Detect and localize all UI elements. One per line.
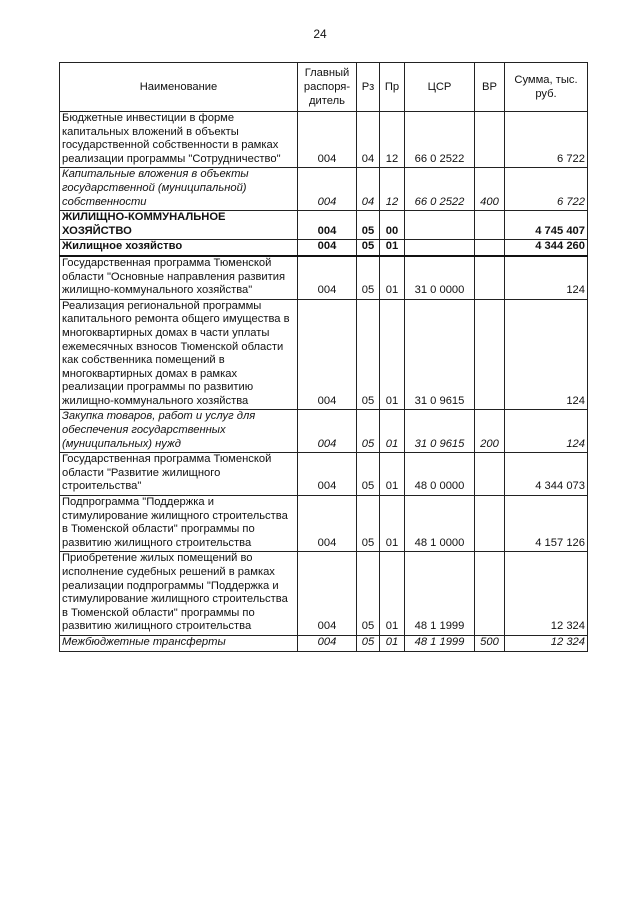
row-csr: 31 0 0000 xyxy=(405,256,475,299)
row-gr: 004 xyxy=(298,299,357,410)
row-gr: 004 xyxy=(298,112,357,168)
row-rz: 05 xyxy=(357,496,380,552)
row-sum: 124 xyxy=(505,256,588,299)
row-pr: 01 xyxy=(380,496,405,552)
row-name: Государственная программа Тюменской области "Развитие жилищного строительства" xyxy=(60,453,298,496)
row-rz: 05 xyxy=(357,256,380,299)
header-rz: Рз xyxy=(357,63,380,112)
header-row xyxy=(60,63,588,112)
row-vr: 500 xyxy=(475,635,505,651)
row-csr: 48 1 1999 xyxy=(405,635,475,651)
row-gr: 004 xyxy=(298,168,357,211)
row-pr: 01 xyxy=(380,635,405,651)
table-row xyxy=(60,496,588,552)
row-pr: 01 xyxy=(380,256,405,299)
row-rz: 05 xyxy=(357,410,380,453)
row-sum: 124 xyxy=(505,410,588,453)
row-pr: 12 xyxy=(380,112,405,168)
row-pr: 00 xyxy=(380,211,405,240)
table-row xyxy=(60,552,588,636)
row-csr: 48 1 0000 xyxy=(405,496,475,552)
row-gr: 004 xyxy=(298,256,357,299)
page-number: 24 xyxy=(313,27,327,41)
row-gr: 004 xyxy=(298,453,357,496)
row-vr xyxy=(475,552,505,636)
row-name: Жилищное хозяйство xyxy=(60,240,298,256)
row-csr: 31 0 9615 xyxy=(405,299,475,410)
row-gr: 004 xyxy=(298,635,357,651)
row-vr xyxy=(475,211,505,240)
row-sum: 12 324 xyxy=(505,552,588,636)
row-pr: 01 xyxy=(380,552,405,636)
header-csr: ЦСР xyxy=(405,63,475,112)
row-csr: 48 0 0000 xyxy=(405,453,475,496)
row-vr xyxy=(475,299,505,410)
row-sum: 124 xyxy=(505,299,588,410)
row-csr xyxy=(405,240,475,256)
row-sum: 4 344 260 xyxy=(505,240,588,256)
row-sum: 12 324 xyxy=(505,635,588,651)
row-csr: 66 0 2522 xyxy=(405,168,475,211)
row-name: Капитальные вложения в объекты государственной (муниципальной) собственности xyxy=(60,168,298,211)
header-main-manager: Главный распоря- дитель xyxy=(298,63,357,112)
row-sum: 6 722 xyxy=(505,112,588,168)
row-gr: 004 xyxy=(298,552,357,636)
table-row xyxy=(60,635,588,651)
row-sum: 4 157 126 xyxy=(505,496,588,552)
row-name: Закупка товаров, работ и услуг для обеспечения государственных (муниципальных) нужд xyxy=(60,410,298,453)
row-sum: 6 722 xyxy=(505,168,588,211)
row-rz: 04 xyxy=(357,168,380,211)
table-row xyxy=(60,240,588,256)
row-name: Бюджетные инвестиции в форме капитальных вложений в объекты государственной собственности в рамках реализации программы "Сотрудничество" xyxy=(60,112,298,168)
table-row xyxy=(60,453,588,496)
table-row xyxy=(60,112,588,168)
row-pr: 01 xyxy=(380,453,405,496)
table-row xyxy=(60,410,588,453)
row-name: ЖИЛИЩНО-КОММУНАЛЬНОЕ ХОЗЯЙСТВО xyxy=(60,211,298,240)
row-name: Государственная программа Тюменской области "Основные направления развития жилищно-коммунального хозяйства" xyxy=(60,256,298,299)
row-gr: 004 xyxy=(298,496,357,552)
table-row xyxy=(60,211,588,240)
row-rz: 05 xyxy=(357,635,380,651)
row-vr xyxy=(475,240,505,256)
row-pr: 01 xyxy=(380,410,405,453)
row-vr xyxy=(475,256,505,299)
row-rz: 05 xyxy=(357,299,380,410)
row-rz: 04 xyxy=(357,112,380,168)
row-name: Подпрограмма "Поддержка и стимулирование жилищного строительства в Тюменской области" программы по развитию жилищного строительства xyxy=(60,496,298,552)
header-vr: ВР xyxy=(475,63,505,112)
row-vr xyxy=(475,112,505,168)
row-vr xyxy=(475,496,505,552)
row-pr: 01 xyxy=(380,299,405,410)
row-name: Реализация региональной программы капитального ремонта общего имущества в многоквартирных домах в части уплаты ежемесячных взносов Тюменской области как собственника помещений в многоквартирных домах в рамках реализации программы по развитию жилищно-коммунального хозяйства xyxy=(60,299,298,410)
row-name: Приобретение жилых помещений во исполнение судебных решений в рамках реализации подпрограммы "Поддержка и стимулирование жилищного строительства в Тюменской области" программы по развитию жилищного строительства xyxy=(60,552,298,636)
budget-table xyxy=(59,62,588,652)
row-gr: 004 xyxy=(298,211,357,240)
row-rz: 05 xyxy=(357,211,380,240)
row-csr: 66 0 2522 xyxy=(405,112,475,168)
row-rz: 05 xyxy=(357,240,380,256)
row-vr: 200 xyxy=(475,410,505,453)
table-row xyxy=(60,168,588,211)
row-csr: 31 0 9615 xyxy=(405,410,475,453)
row-pr: 12 xyxy=(380,168,405,211)
row-csr xyxy=(405,211,475,240)
row-rz: 05 xyxy=(357,552,380,636)
row-vr: 400 xyxy=(475,168,505,211)
row-gr: 004 xyxy=(298,240,357,256)
table-row xyxy=(60,256,588,299)
row-sum: 4 344 073 xyxy=(505,453,588,496)
row-pr: 01 xyxy=(380,240,405,256)
row-rz: 05 xyxy=(357,453,380,496)
table-row xyxy=(60,299,588,410)
header-sum: Сумма, тыс. руб. xyxy=(505,63,588,112)
header-pr: Пр xyxy=(380,63,405,112)
row-sum: 4 745 407 xyxy=(505,211,588,240)
row-name: Межбюджетные трансферты xyxy=(60,635,298,651)
header-name: Наименование xyxy=(60,63,298,112)
row-gr: 004 xyxy=(298,410,357,453)
row-csr: 48 1 1999 xyxy=(405,552,475,636)
row-vr xyxy=(475,453,505,496)
